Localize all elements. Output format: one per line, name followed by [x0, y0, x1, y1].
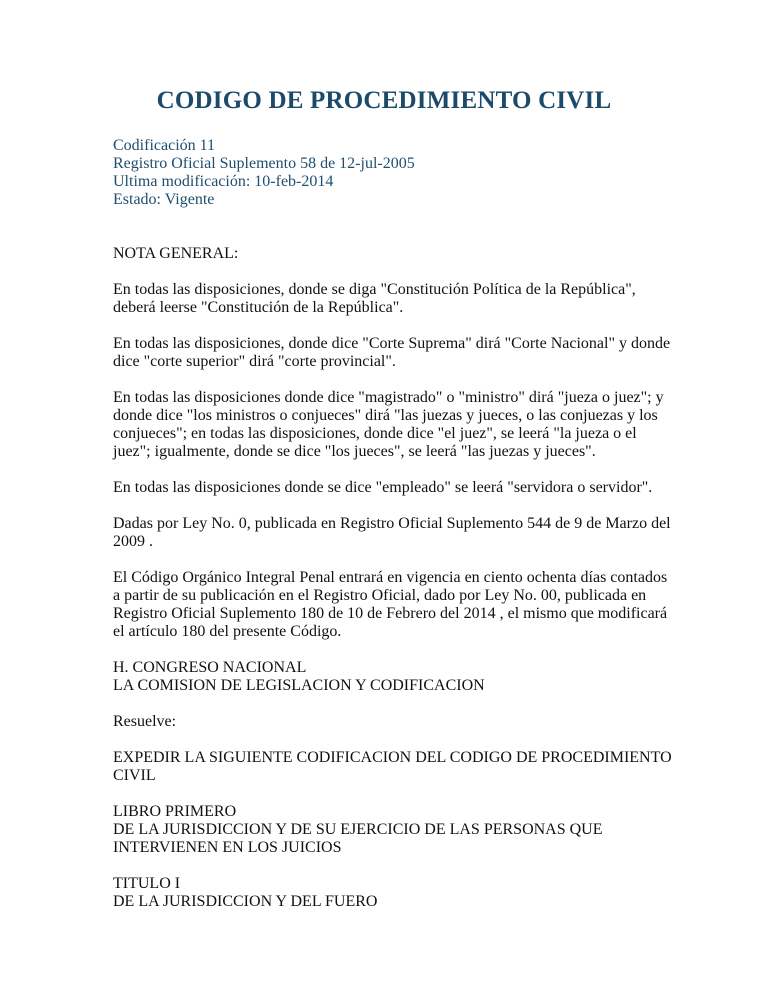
meta-estado: Estado: Vigente	[113, 191, 215, 208]
libro-label: LIBRO PRIMERO	[113, 803, 237, 820]
meta-registro-oficial: Registro Oficial Suplemento 58 de 12-jul-2005	[113, 155, 415, 172]
paragraph: Dadas por Ley No. 0, publicada en Registro Oficial Suplemento 544 de 9 de Marzo del 2009 .	[113, 515, 671, 550]
document-metadata	[113, 137, 415, 209]
paragraph: En todas las disposiciones donde se dice "empleado" se leerá "servidora o servidor".	[113, 479, 653, 496]
paragraph: En todas las disposiciones, donde se diga "Constitución Política de la República", deberá leerse "Constitución de la República".	[113, 281, 636, 316]
resuelve: Resuelve:	[113, 713, 177, 730]
congreso-block	[113, 659, 673, 695]
paragraph: En todas las disposiciones, donde dice "Corte Suprema" dirá "Corte Nacional" y donde dice "corte superior" dirá "corte provincial".	[113, 335, 671, 370]
expedir-statement: EXPEDIR LA SIGUIENTE CODIFICACION DEL CODIGO DE PROCEDIMIENTO CIVIL	[113, 749, 672, 784]
libro-name: DE LA JURISDICCION Y DE SU EJERCICIO DE LAS PERSONAS QUE INTERVIENEN EN LOS JUICIOS	[113, 821, 603, 856]
document-body	[113, 245, 673, 929]
paragraph: En todas las disposiciones donde dice "magistrado" o "ministro" dirá "jueza o juez"; y donde dice "los ministros o conjueces" dirá "las juezas y jueces, o las conjuezas y los conjueces"; en todas las disposiciones, donde dice "el juez", se leerá "la jueza o el juez"; igualmente, donde se dice "los jueces", se leerá "las juezas y jueces".	[113, 389, 664, 460]
libro-block	[113, 803, 673, 857]
congreso-line1: H. CONGRESO NACIONAL	[113, 659, 307, 676]
congreso-line2: LA COMISION DE LEGISLACION Y CODIFICACION	[113, 677, 485, 694]
titulo-block	[113, 875, 673, 911]
meta-codificacion: Codificación 11	[113, 137, 216, 154]
document-title: CODIGO DE PROCEDIMIENTO CIVIL	[156, 87, 612, 114]
meta-ultima-modificacion: Ultima modificación: 10-feb-2014	[113, 173, 334, 190]
nota-general-heading: NOTA GENERAL:	[113, 245, 239, 262]
paragraph: El Código Orgánico Integral Penal entrará en vigencia en ciento ochenta días contados a partir de su publicación en el Registro Oficial, dado por Ley No. 00, publicada en Registro Oficial Suplemento 180 de 10 de Febrero del 2014 , el mismo que modificará el artículo 180 del presente Código.	[113, 569, 668, 640]
titulo-name: DE LA JURISDICCION Y DEL FUERO	[113, 893, 378, 910]
titulo-label: TITULO I	[113, 875, 181, 892]
